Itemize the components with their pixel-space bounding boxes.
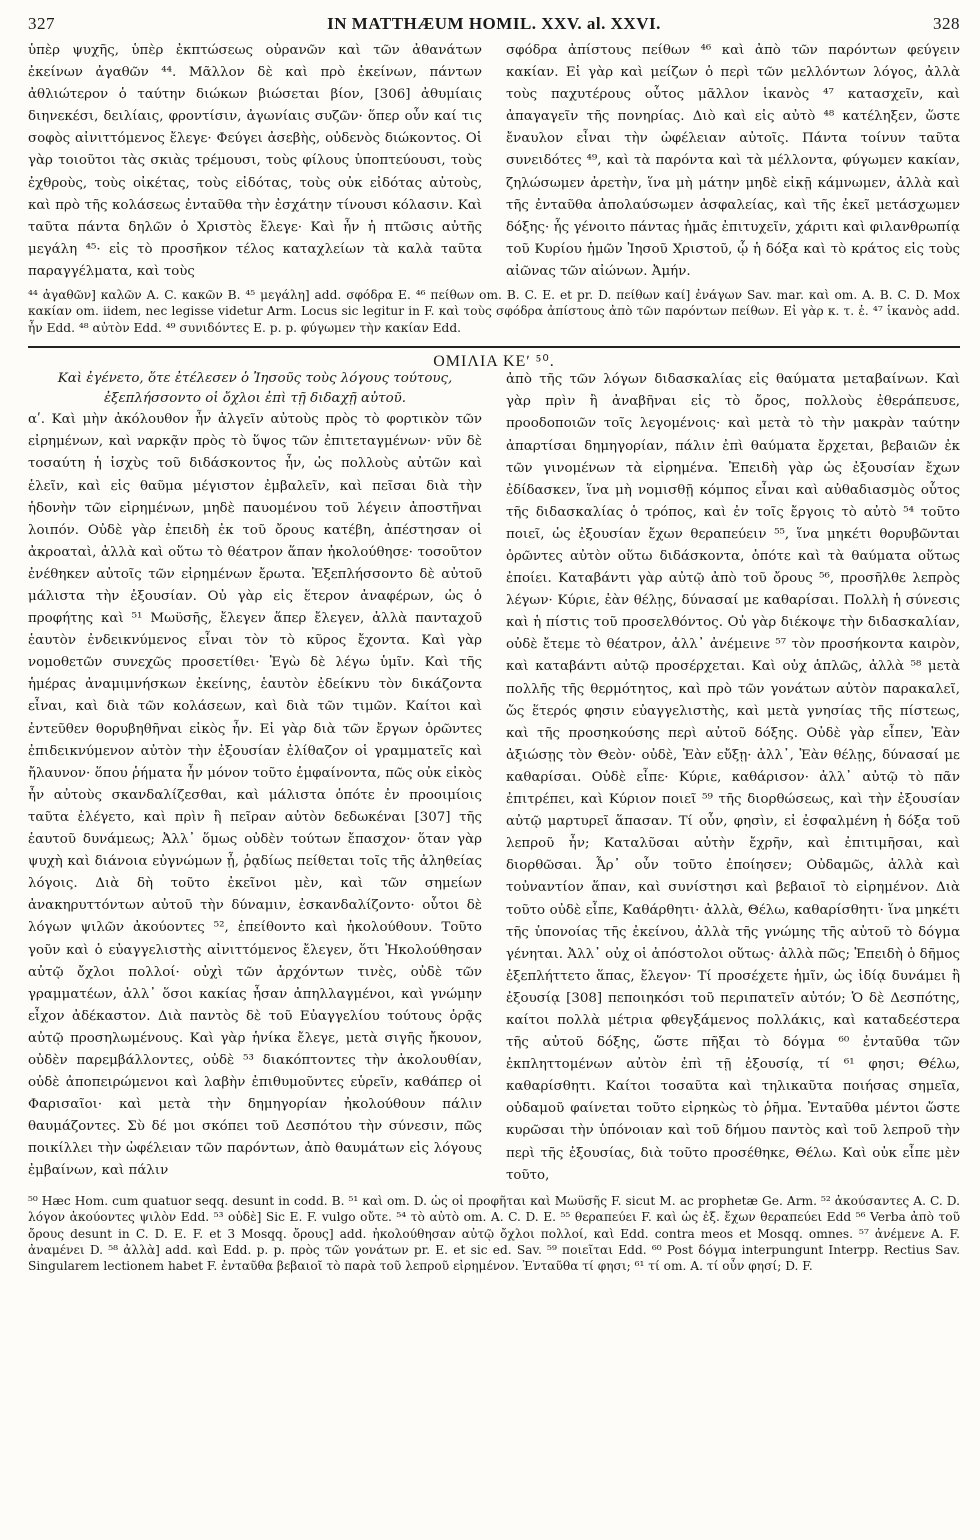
main-right-text: ἀπὸ τῆς τῶν λόγων διδασκαλίας εἰς θαύματα μεταβαίνων. Καὶ γὰρ πρὶν ἢ ἀναβῆναι εἰς τὸ ὄρος, πολλοὺς ἐθεράπευσε, προοδοποιῶν τοῖς λεγομένοις· καὶ μετὰ τὸ τὴν μακρὰν ταύτην ἀπαρτίσαι δημηγορίαν, πάλιν ἐπὶ θαύματα ἔρχεται, βεβαιῶν ἐκ τῶν γινομένων τὰ εἰρημένα. Ἐπειδὴ γὰρ ὡς ἐξουσίαν ἔχων ἐδίδασκεν, ἵνα μὴ νομισθῇ κόμπος εἶναι καὶ αὐθαδιασμὸς οὗτος τῆς διδασκαλίας ὁ τρόπος, καὶ ἐν τοῖς ἔργοις τὸ αὐτὸ ⁵⁴ τοῦτο ποιεῖ, ὡς ἐξουσίαν ἔχων θεραπεύειν ⁵⁵, ἵνα μηκέτι θορυβῶνται ὁρῶντες αὐτὸν οὕτω διδάσκοντα, ὁπότε καὶ τὰ θαύματα οὕτως ἐποίει. Καταβάντι γὰρ αὐτῷ ἀπὸ τοῦ ὄρους ⁵⁶, προσῆλθε λεπρὸς λέγων· Κύριε, ἐὰν θέλῃς, δύνασαί με καθαρίσαι. Πολλὴ ἡ σύνεσις καὶ ἡ πίστις τοῦ προσελθόντος. Οὐ γὰρ διέκοψε τὴν διδασκαλίαν, οὐδὲ ἔτεμε τὸ θέατρον, ἀλλ᾽ ἀνέμεινε ⁵⁷ τὸν προσήκοντα καιρὸν, καὶ καταβάντι αὐτῷ προσέρχεται. Καὶ οὐχ ἁπλῶς, ἀλλὰ ⁵⁸ μετὰ πολλῆς τῆς θερμότητος, καὶ πρὸ τῶν γονάτων αὐτὸν παρακαλεῖ, ὥς ἕτερός φησιν εὐαγγελιστὴς, καὶ μετὰ γνησίας τῆς πίστεως, καὶ τῆς προσηκούσης περὶ αὐτοῦ δόξης. Οὐδὲ γὰρ εἶπεν, Ἐὰν ἀξιώσῃς τὸν Θεὸν· οὐδὲ, Ἐὰν εὔξῃ· ἀλλ᾽, Ἐὰν θέλῃς, δύνασαί με καθαρίσαι. Οὐδὲ εἶπε· Κύριε, καθάρισον· ἀλλ᾽ αὐτῷ τὸ πᾶν ἐπιτρέπει, καὶ Κύριον ποιεῖ ⁵⁹ τῆς διορθώσεως, καὶ τὴν ἐξουσίαν αὐτῷ μαρτυρεῖ ἅπασαν. Τί οὖν, φησὶν, εἰ ἐσφαλμένη ἡ δόξα τοῦ λεπροῦ ἦν; Καταλῦσαι αὐτὴν ἔχρῆν, καὶ ἐπιτιμῆσαι, καὶ διορθῶσαι. Ἆρ᾽ οὖν τοῦτο ἐποίησεν; Οὐδαμῶς, ἀλλὰ καὶ τοὐναντίον ἅπαν, καὶ συνίστησι καὶ βεβαιοῖ τὸ εἰρημένον. Διὰ τοῦτο οὐδὲ εἶπε, Καθάρθητι· ἀλλὰ, Θέλω, καθαρίσθητι· ἵνα μηκέτι τῆς ὑπονοίας τῆς ἐκείνου, ἀλλὰ τῆς γνώμης τῆς αὐτοῦ τὸ δόγμα γένηται. Ἀλλ᾽ οὐχ οἱ ἀπόστολοι οὕτως· ἀλλὰ πῶς; Ἐπειδὴ ὁ δῆμος ἐξεπλήττετο ἅπας, ἔλεγον· Τί προσέχετε ἡμῖν, ὡς ἰδίᾳ δυνάμει ἢ ἐξουσίᾳ [308] πεποιηκόσι τοῦ περιπατεῖν αὐτόν; Ὁ δὲ Δεσπότης, καίτοι πολλὰ μέτρια φθεγξάμενος πολλάκις, καὶ καταδεέστερα τῆς αὐτοῦ δόξης, ὥστε πῆξαι τὸ δόγμα ⁶⁰ ἐνταῦθα τῶν ἐκπληττομένων αὐτὸν ἐπὶ τῇ ἐξουσίᾳ, τί ⁶¹ φησι; Θέλω, καθαρίσθητι. Καίτοι τοσαῦτα καὶ τηλικαῦτα ποιήσας σημεῖα, οὐδαμοῦ φαίνεται τοῦτο εἰρηκὼς τὸ ῥῆμα. Ἐνταῦθα μέντοι ὥστε κυρῶσαι τὴν ὑπόνοιαν καὶ τοῦ δήμου παντὸς καὶ τοῦ λεπροῦ τὴν περὶ τῆς ἐξουσίας, διὰ τοῦτο προσέθηκε, Θέλω. Καὶ οὐκ εἶπε μὲν τοῦτο, [506, 372, 960, 1183]
running-header [28, 14, 960, 40]
top-right-column [506, 40, 960, 283]
homily-title: ΟΜΙΛΙΑ ΚΕʹ ⁵⁰. [433, 353, 555, 371]
top-left-text: ὑπὲρ ψυχῆς, ὑπὲρ ἐκπτώσεως οὐρανῶν καὶ τῶν ἀθανάτων ἐκείνων ἀγαθῶν ⁴⁴. Μᾶλλον δὲ καὶ πρὸ ἐκείνων, πάντων ἀθλιώτερον ὁ ταύτην διώκων βιώσεται βίον, [306] ἀθυμίαις διηνεκέσι, δειλίαις, φροντίσιν, ἀγωνίαις συζῶν· ὅπερ οὖν καί τις σοφὸς αἰνιττόμενος ἔλεγε· Φεύγει ἀσεβὴς, οὐδενὸς διώκοντος. Οἱ γὰρ τοιοῦτοι τὰς σκιὰς τρέμουσι, τοὺς φίλους ὑποπτεύουσι, τοὺς ἐχθροὺς, τοὺς οἰκέτας, τοὺς εἰδότας, τοὺς οὐκ εἰδότας αὐτοὺς, καὶ πρὸ τῆς κολάσεως ἐνταῦθα τὴν ἐσχάτην τίνουσι κόλασιν. Καὶ ταῦτα πάντα δηλῶν ὁ Χριστὸς ἔλεγε· Καὶ ἦν ἡ πτῶσις αὐτῆς μεγάλη ⁴⁵· εἰς τὸ προσῆκον τέλος καταχλείων τὰ καλὰ ταῦτα παραγγέλματα, καὶ τοὺς [28, 43, 482, 279]
main-left-column [28, 369, 482, 1186]
running-title: IN MATTHÆUM HOMIL. XXV. al. XXVI. [327, 14, 661, 33]
top-footnotes: ⁴⁴ ἀγαθῶν] καλῶν A. C. κακῶν B. ⁴⁵ μεγάλη] add. σφόδρα E. ⁴⁶ πείθων om. B. C. E. et pr. D. πείθων καί] ἐνάγων Sav. mar. καὶ om. A. B. C. D. Mox κακίαν om. iidem, nec legisse videtur Arm. Locus sic legitur in F. καὶ τοὺς σφόδρα ἀπίστους ἀπὸ τῶν παρόντων πείθων. Εἰ γὰρ κ. τ. ἑ. ⁴⁷ ἱκανὸς add. ἦν Edd. ⁴⁸ αὐτὸν Edd. ⁴⁹ συνιδόντες E. p. p. φύγωμεν τὴν κακίαν Edd. [28, 288, 960, 335]
main-left-text: αʹ. Καὶ μὴν ἀκόλουθον ἦν ἀλγεῖν αὐτοὺς πρὸς τὸ φορτικὸν τῶν εἰρημένων, καὶ ναρκᾷν πρὸς τὸ ὕψος τῶν ἐπιτεταγμένων· νῦν δὲ τοσαύτη ἡ ἰσχὺς τοῦ διδάσκοντος ἦν, ὡς πολλοὺς αὐτῶν καὶ ἑλεῖν, καὶ εἰς θαῦμα μέγιστον ἐμβαλεῖν, καὶ πεῖσαι διὰ τὴν ἡδονὴν τῶν εἰρημένων, μηδὲ παυομένου τοῦ λέγειν ἀποστῆναι λοιπόν. Οὐδὲ γὰρ ἐπειδὴ ἐκ τοῦ ὄρους κατέβη, ἀπέστησαν οἱ ἀκροαταὶ, ἀλλὰ καὶ οὕτω τὸ θέατρον ἅπαν ἠκολούθησε· τοσοῦτον ἐνέθηκεν αὐτοῖς τῶν εἰρημένων ἔρωτα. Ἐξεπλήσσοντο δὲ αὐτοῦ μάλιστα τὴν ἐξουσίαν. Οὐ γὰρ εἰς ἕτερον ἀναφέρων, ὡς ὁ προφήτης καὶ ⁵¹ Μωϋσῆς, ἔλεγεν ἅπερ ἔλεγεν, ἀλλὰ πανταχοῦ ἑαυτὸν ἐνδεικνύμενος εἶναι τὸν τὸ κῦρος ἔχοντα. Καὶ γὰρ νομοθετῶν συνεχῶς προσετίθει· Ἐγὼ δὲ λέγω ὑμῖν. Καὶ τῆς ἡμέρας ἀναμιμνήσκων ἐκείνης, ἑαυτὸν ἐδείκνυ τὸν δικάζοντα εἶναι, καὶ διὰ τῶν κολάσεων, καὶ διὰ τῶν τιμῶν. Καίτοι καὶ ἐντεῦθεν θορυβηθῆναι εἰκὸς ἦν. Εἰ γὰρ διὰ τῶν ἔργων ὁρῶντες ἐπιδεικνύμενον αὐτὸν τὴν ἐξουσίαν ἐλίθαζον οἱ γραμματεῖς καὶ ἤλαυνον· ὅπου ῥήματα ἦν μόνον τοῦτο ἐμφαίνοντα, πῶς οὐκ εἰκὸς ἦν αὐτοὺς σκανδαλίζεσθαι, καὶ μάλιστα ὁπότε ἐν προοιμίοις ταῦτα ἐλέγετο, καὶ πρὶν ἢ πεῖραν αὐτὸν δεδωκέναι [307] τῆς ἑαυτοῦ δυνάμεως; Ἀλλ᾽ ὅμως οὐδὲν τούτων ἔπασχον· ὅταν γὰρ ψυχὴ καὶ διάνοια εὐγνώμων ᾖ, ῥᾳδίως πείθεται τοῖς τῆς ἀληθείας λόγοις. Διὰ δὴ τοῦτο ἐκεῖνοι μὲν, καὶ τῶν σημείων ἀνακηρυττόντων αὐτοῦ τὴν δύναμιν, ἐσκανδαλίζοντο· οὗτοι δὲ λόγων ψιλῶν ἀκούοντες ⁵², ἐπείθοντο καὶ ἠκολούθουν. Τοῦτο γοῦν καὶ ὁ εὐαγγελιστὴς αἰνιττόμενος ἔλεγεν, ὅτι Ἠκολούθησαν αὐτῷ ὄχλοι πολλοί· οὐχὶ τῶν ἀρχόντων τινὲς, οὐδὲ τῶν γραμματέων, ἀλλ᾽ ὅσοι κακίας ἦσαν ἀπηλλαγμένοι, καὶ γνώμην εἶχον ἀδέκαστον. Διὰ παντὸς δὲ τοῦ Εὐαγγελίου τούτους ὁρᾷς αὐτῷ προσηλωμένους. Καὶ γὰρ ἡνίκα ἔλεγε, μετὰ σιγῆς ἤκουον, οὐδὲν παρεμβάλλοντες, οὐδὲ ⁵³ διακόπτοντες τὴν ἀκολουθίαν, οὐδὲ ἀποπειρώμενοι καὶ λαβὴν ἐπιθυμοῦντες εὑρεῖν, καθάπερ οἱ Φαρισαῖοι· καὶ μετὰ τὴν δημηγορίαν ἠκολούθουν πάλιν θαυμάζοντες. Σὺ δέ μοι σκόπει τοῦ Δεσπότου τὴν σύνεσιν, πῶς ποικίλλει τὴν ὠφέλειαν τῶν παρόντων, ἀπὸ θαυμάτων εἰς λόγους ἐμβαίνων, καὶ πάλιν [28, 412, 482, 1179]
top-right-text: σφόδρα ἀπίστους πείθων ⁴⁶ καὶ ἀπὸ τῶν παρόντων φεύγειν κακίαν. Εἰ γὰρ καὶ μείζων ὁ περὶ τῶν μελλόντων λόγος, ἀλλὰ τοὺς παχυτέρους οὗτος μᾶλλον ἱκανὸς ⁴⁷ κατασχεῖν, καὶ ἀπαγαγεῖν τῆς πονηρίας. Διὸ καὶ εἰς αὐτὸ ⁴⁸ κατέληξεν, ὥστε ἔναυλον εἶναι τὴν ὠφέλειαν αὐτοῖς. Πάντα τοίνυν ταῦτα συνειδότες ⁴⁹, καὶ τὰ παρόντα καὶ τὰ μέλλοντα, φύγωμεν κακίαν, ζηλώσωμεν ἀρετὴν, ἵνα μὴ μάτην μηδὲ εἰκῇ κάμνωμεν, ἀλλὰ καὶ τῆς ἐνταῦθα ἀπολαύσωμεν ἀσφαλείας, καὶ τῆς ἐκεῖ μετάσχωμεν δόξης· ἧς γένοιτο πάντας ἡμᾶς ἐπιτυχεῖν, χάριτι καὶ φιλανθρωπίᾳ τοῦ Κυρίου ἡμῶν Ἰησοῦ Χριστοῦ, ᾧ ἡ δόξα καὶ τὸ κράτος εἰς τοὺς αἰῶνας τῶν αἰώνων. Ἀμήν. [506, 43, 960, 279]
homily-incipit: Καὶ ἐγένετο, ὅτε ἐτέλεσεν ὁ Ἰησοῦς τοὺς λόγους τούτους, ἐξεπλήσσοντο οἱ ὄχλοι ἐπὶ τῇ διδαχῇ αὐτοῦ. [57, 371, 453, 407]
top-columns [28, 40, 960, 283]
section-divider [28, 346, 960, 348]
bottom-footnotes: ⁵⁰ Hæc Hom. cum quatuor seqq. desunt in codd. B. ⁵¹ καὶ om. D. ὡς οἱ προφῆται καὶ Μωϋσῆς F. sicut M. ac prophetæ Ge. Arm. ⁵² ἀκούσαντες A. C. D. λόγον ἀκούοντες ψιλὸν Edd. ⁵³ οὐδὲ] Sic E. F. vulgo οὔτε. ⁵⁴ τὸ αὐτὸ om. A. C. D. E. ⁵⁵ θεραπεύει F. καὶ ὡς ἐξ. ἔχων θεραπεύει Edd ⁵⁶ Verba ἀπὸ τοῦ ὄρους desunt in C. D. E. F. et 3 Mosqq. ὄρους] add. ἠκολούθησαν αὐτῷ ὄχλοι πολλοί, καὶ Edd. contra meos et Mosqq. omnes. ⁵⁷ ἀνέμενε A. F. ἀναμένει D. ⁵⁸ ἀλλὰ] add. καὶ Edd. p. p. πρὸς τῶν γονάτων pr. E. et sic ed. Sav. ⁵⁹ ποιεῖται Edd. ⁶⁰ Post δόγμα interpungunt Interpp. Rectius Sav. Singularem lectionem habet F. ἐνταῦθα βεβαιοῖ τὸ παρὰ τοῦ λεπροῦ εἰρημένον. Ἐνταῦθα τί φησι; ⁶¹ τί om. A. τί οὖν φησί; D. F. [28, 1193, 960, 1274]
page-number-right: 328 [933, 14, 960, 33]
top-left-column [28, 40, 482, 283]
page-number-left: 327 [28, 14, 55, 33]
main-right-column [506, 369, 960, 1186]
main-columns [28, 369, 960, 1186]
